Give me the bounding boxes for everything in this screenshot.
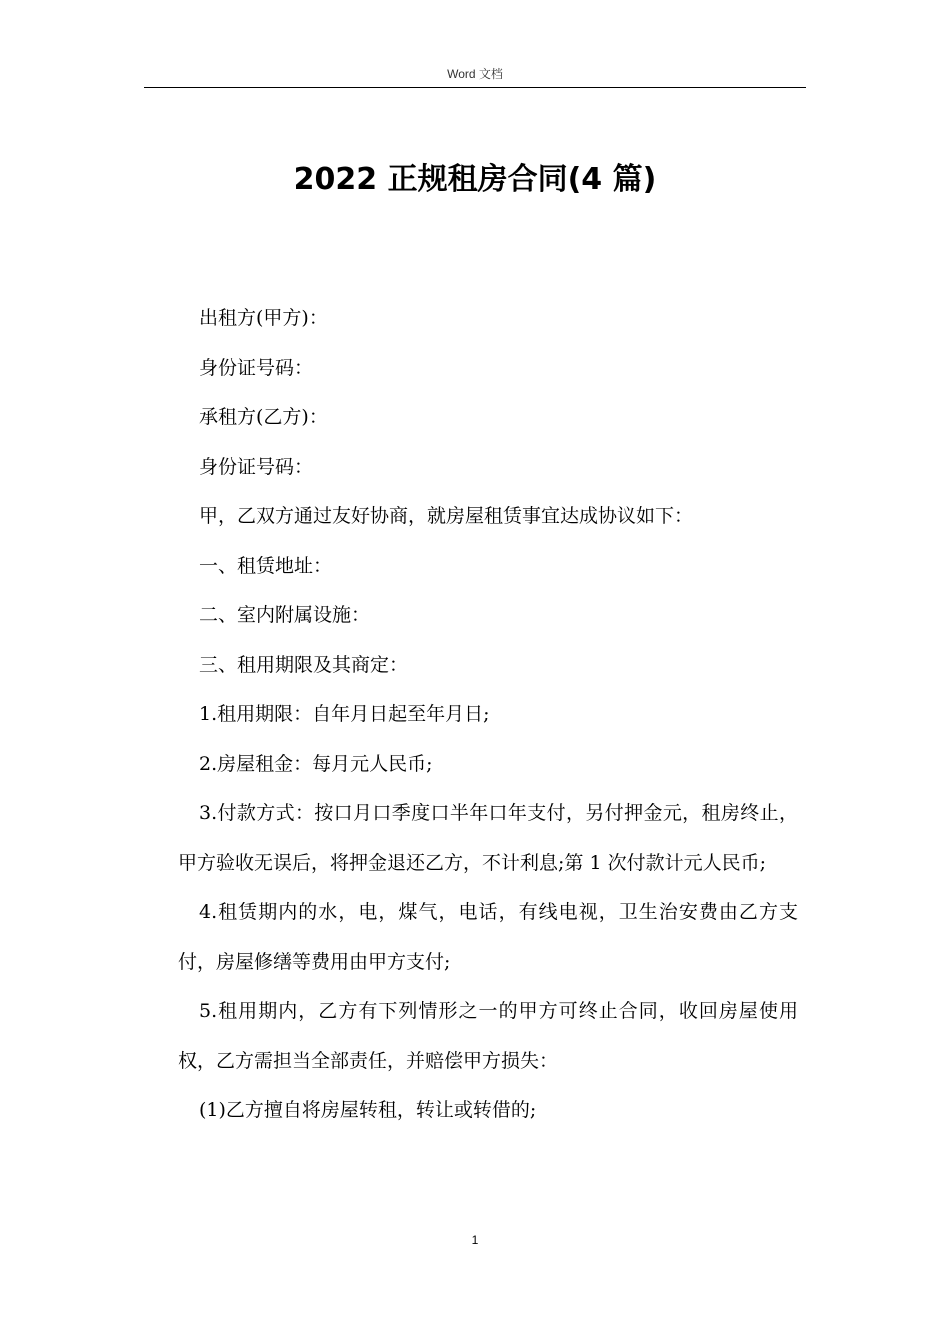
- paragraph-clause-4: 4.租赁期内的水，电，煤气，电话，有线电视，卫生治安费由乙方支付，房屋修缮等费用由甲方支付;: [178, 901, 798, 973]
- document-title: 2022 正规租房合同(4 篇): [293, 162, 657, 197]
- paragraph-section-3: 三、租用期限及其商定：: [199, 653, 409, 676]
- header-divider: [144, 87, 806, 88]
- paragraph-clause-5-item-1: (1)乙方擅自将房屋转租，转让或转借的;: [199, 1099, 537, 1121]
- paragraph-lessee: 承租方(乙方)：: [199, 406, 328, 428]
- paragraph-section-2: 二、室内附属设施：: [199, 604, 371, 626]
- page-number: 1: [471, 1233, 479, 1247]
- paragraph-clause-3: 3.付款方式：按口月口季度口半年口年支付，另付押金元，租房终止，甲方验收无误后，将押金退还乙方，不计利息;第 1 次付款计元人民币;: [178, 802, 798, 874]
- paragraph-lessor: 出租方(甲方)：: [199, 307, 328, 329]
- paragraph-lessee-id: 身份证号码：: [199, 455, 314, 478]
- paragraph-agreement-intro: 甲，乙双方通过友好协商，就房屋租赁事宜达成协议如下：: [199, 505, 694, 527]
- paragraph-lessor-id: 身份证号码：: [199, 356, 314, 379]
- paragraph-section-1: 一、租赁地址：: [199, 554, 333, 577]
- paragraph-clause-1: 1.租用期限：自年月日起至年月日;: [199, 703, 490, 725]
- page-header: Word 文档: [447, 67, 503, 81]
- paragraph-clause-2: 2.房屋租金：每月元人民币;: [199, 752, 433, 775]
- paragraph-clause-5: 5.租用期内，乙方有下列情形之一的甲方可终止合同，收回房屋使用权，乙方需担当全部责任，并赔偿甲方损失：: [178, 1000, 798, 1072]
- document-body: [178, 294, 798, 1136]
